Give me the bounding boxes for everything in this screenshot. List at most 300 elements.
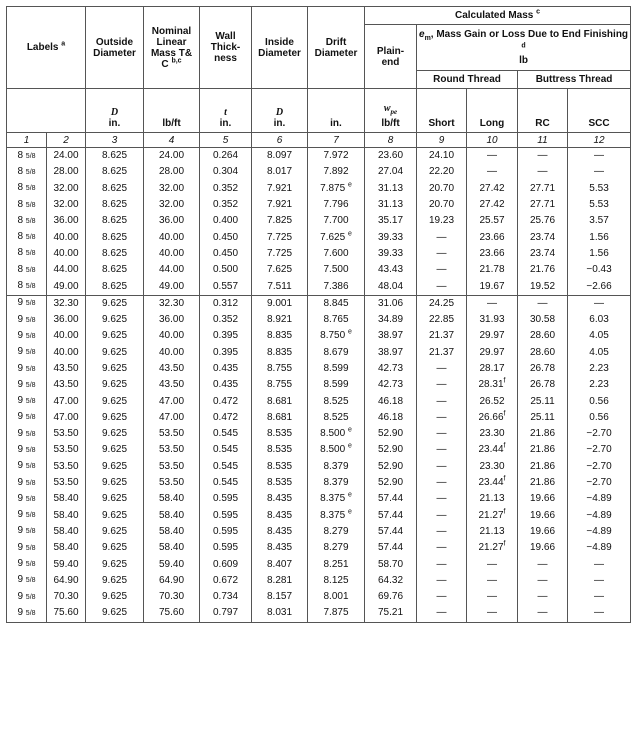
outside-diameter-cell: 8.625: [86, 229, 144, 245]
table-row: [7, 213, 631, 229]
buttress-scc-cell: −4.89: [568, 491, 631, 507]
round-long-cell: 28.17: [467, 361, 518, 377]
buttress-rc-cell: 21.86: [518, 442, 568, 458]
plain-end-mass-cell: 52.90: [365, 459, 417, 475]
buttress-scc-cell: 3.57: [568, 213, 631, 229]
round-short-cell: 22.20: [417, 164, 467, 180]
drift-diameter-cell: 8.251: [308, 556, 365, 572]
drift-diameter-cell: 8.375 $^e$: [308, 508, 365, 524]
outside-diameter-cell: 8.625: [86, 278, 144, 295]
buttress-scc-cell: 4.05: [568, 328, 631, 344]
buttress-rc-cell: 30.58: [518, 312, 568, 328]
label-size-cell: 9 5/8: [7, 475, 47, 491]
round-short-cell: 19.23: [417, 213, 467, 229]
plain-end-mass-cell: 52.90: [365, 426, 417, 442]
outside-diameter-cell: 9.625: [86, 328, 144, 344]
wall-thickness-cell: 0.595: [200, 491, 252, 507]
table-row: [7, 197, 631, 213]
round-long-cell: —: [467, 164, 518, 180]
nominal-mass-cell: 47.00: [144, 393, 200, 409]
nominal-mass-cell: 53.50: [144, 426, 200, 442]
wall-thickness-cell: 0.545: [200, 442, 252, 458]
plain-end-mass-cell: 57.44: [365, 540, 417, 556]
table-row: [7, 361, 631, 377]
label-weight-cell: 36.00: [47, 213, 86, 229]
wall-thickness-cell: 0.395: [200, 345, 252, 361]
drift-diameter-cell: 8.001: [308, 589, 365, 605]
nominal-mass-cell: 58.40: [144, 508, 200, 524]
wall-thickness-cell: 0.312: [200, 295, 252, 312]
inside-diameter-cell: 8.535: [252, 426, 308, 442]
outside-diameter-cell: 9.625: [86, 573, 144, 589]
round-short-cell: —: [417, 442, 467, 458]
nominal-mass-cell: 70.30: [144, 589, 200, 605]
nominal-mass-cell: 40.00: [144, 246, 200, 262]
label-size-cell: 9 5/8: [7, 556, 47, 572]
label-size-cell: 9 5/8: [7, 508, 47, 524]
round-long-cell: 21.27$^f$: [467, 508, 518, 524]
nominal-mass-cell: 53.50: [144, 459, 200, 475]
inside-diameter-cell: 8.535: [252, 475, 308, 491]
round-long-cell: 23.66: [467, 229, 518, 245]
outside-diameter-cell: 9.625: [86, 410, 144, 426]
buttress-rc-cell: 26.78: [518, 377, 568, 393]
buttress-rc-cell: 23.74: [518, 246, 568, 262]
round-long-cell: —: [467, 589, 518, 605]
wall-thickness-cell: 0.450: [200, 229, 252, 245]
buttress-scc-cell: −4.89: [568, 540, 631, 556]
plain-end-mass-cell: 31.06: [365, 295, 417, 312]
wall-thickness-cell: 0.472: [200, 393, 252, 409]
outside-unit-cell: D in.: [86, 89, 144, 133]
outside-diameter-cell: 9.625: [86, 377, 144, 393]
units-row: [7, 89, 631, 133]
buttress-rc-cell: 19.66: [518, 524, 568, 540]
buttress-scc-cell: 4.05: [568, 345, 631, 361]
table-row: [7, 278, 631, 295]
round-short-cell: —: [417, 605, 467, 622]
inside-diameter-cell: 7.825: [252, 213, 308, 229]
buttress-rc-cell: —: [518, 148, 568, 165]
outside-diameter-cell: 9.625: [86, 540, 144, 556]
label-weight-cell: 40.00: [47, 246, 86, 262]
drift-diameter-cell: 8.279: [308, 540, 365, 556]
drift-diameter-cell: 7.625 $^e$: [308, 229, 365, 245]
buttress-scc-cell: —: [568, 148, 631, 165]
column-number: 12: [568, 133, 631, 148]
label-size-cell: 9 5/8: [7, 540, 47, 556]
drift-diameter-cell: 8.279: [308, 524, 365, 540]
drift-diameter-cell: 7.892: [308, 164, 365, 180]
table-row: [7, 540, 631, 556]
buttress-rc-cell: —: [518, 164, 568, 180]
round-short-cell: —: [417, 361, 467, 377]
plain-end-mass-cell: 39.33: [365, 246, 417, 262]
label-size-cell: 9 5/8: [7, 491, 47, 507]
wall-thickness-header: Wall Thick- ness: [200, 7, 252, 89]
column-number: 8: [365, 133, 417, 148]
round-long-cell: 23.44$^f$: [467, 442, 518, 458]
label-weight-cell: 75.60: [47, 605, 86, 622]
buttress-scc-cell: —: [568, 573, 631, 589]
outside-diameter-cell: 8.625: [86, 262, 144, 278]
buttress-scc-cell: 6.03: [568, 312, 631, 328]
round-short-cell: —: [417, 426, 467, 442]
round-long-cell: —: [467, 573, 518, 589]
calculated-mass-header: Calculated Mass $^c$: [365, 7, 631, 25]
round-long-cell: 19.67: [467, 278, 518, 295]
nominal-mass-cell: 47.00: [144, 410, 200, 426]
mass-unit-cell: lb/ft: [144, 89, 200, 133]
group-9-5-8: [7, 295, 631, 622]
table-row: [7, 573, 631, 589]
labels-header: Labels $^a$: [7, 7, 86, 89]
table-row: [7, 556, 631, 572]
inside-diameter-cell: 8.097: [252, 148, 308, 165]
round-short-cell: 21.37: [417, 328, 467, 344]
buttress-scc-cell: 2.23: [568, 377, 631, 393]
buttress-rc-cell: —: [518, 573, 568, 589]
nominal-mass-cell: 64.90: [144, 573, 200, 589]
inside-diameter-cell: 8.407: [252, 556, 308, 572]
label-weight-cell: 40.00: [47, 229, 86, 245]
column-number: 1: [7, 133, 47, 148]
wall-thickness-cell: 0.435: [200, 377, 252, 393]
round-short-cell: —: [417, 475, 467, 491]
buttress-scc-cell: −2.66: [568, 278, 631, 295]
inside-diameter-cell: 8.535: [252, 459, 308, 475]
plain-end-mass-cell: 31.13: [365, 181, 417, 197]
label-weight-cell: 53.50: [47, 426, 86, 442]
round-long-cell: —: [467, 295, 518, 312]
buttress-thread-header: Buttress Thread: [518, 71, 631, 89]
column-number: 4: [144, 133, 200, 148]
drift-diameter-cell: 7.875 $^e$: [308, 181, 365, 197]
wall-thickness-cell: 0.395: [200, 328, 252, 344]
wall-thickness-cell: 0.500: [200, 262, 252, 278]
drift-diameter-cell: 7.700: [308, 213, 365, 229]
round-long-cell: 28.31$^f$: [467, 377, 518, 393]
round-long-cell: 26.66$^f$: [467, 410, 518, 426]
outside-diameter-cell: 8.625: [86, 181, 144, 197]
inside-unit-cell: D in.: [252, 89, 308, 133]
label-weight-cell: 59.40: [47, 556, 86, 572]
round-long-cell: 21.27$^f$: [467, 540, 518, 556]
table-row: [7, 524, 631, 540]
buttress-scc-cell: 2.23: [568, 361, 631, 377]
buttress-rc-cell: 21.86: [518, 459, 568, 475]
nominal-mass-cell: 75.60: [144, 605, 200, 622]
round-short-cell: —: [417, 246, 467, 262]
round-long-cell: 21.13: [467, 524, 518, 540]
column-numbers-row: [7, 133, 631, 148]
wall-thickness-cell: 0.609: [200, 556, 252, 572]
drift-diameter-cell: 7.875: [308, 605, 365, 622]
label-weight-cell: 58.40: [47, 540, 86, 556]
buttress-rc-cell: 28.60: [518, 345, 568, 361]
buttress-scc-cell: −2.70: [568, 426, 631, 442]
label-weight-cell: 28.00: [47, 164, 86, 180]
outside-diameter-cell: 9.625: [86, 295, 144, 312]
inside-diameter-cell: 7.921: [252, 197, 308, 213]
wall-thickness-cell: 0.672: [200, 573, 252, 589]
plain-end-mass-cell: 46.18: [365, 393, 417, 409]
buttress-rc-cell: 19.52: [518, 278, 568, 295]
label-size-cell: 8 5/8: [7, 197, 47, 213]
inside-diameter-cell: 8.435: [252, 524, 308, 540]
round-short-cell: 21.37: [417, 345, 467, 361]
inside-diameter-cell: 8.535: [252, 442, 308, 458]
label-size-cell: 9 5/8: [7, 459, 47, 475]
scc-header: SCC: [568, 89, 631, 133]
inside-diameter-cell: 8.435: [252, 491, 308, 507]
drift-diameter-cell: 8.750 $^e$: [308, 328, 365, 344]
mass-gain-header: $e_m$, Mass Gain or Loss Due to End Finishing $^d$ lb: [417, 25, 631, 71]
long-header: Long: [467, 89, 518, 133]
round-long-cell: 26.52: [467, 393, 518, 409]
round-short-cell: —: [417, 573, 467, 589]
inside-diameter-cell: 8.921: [252, 312, 308, 328]
table-row: [7, 229, 631, 245]
table-row: [7, 508, 631, 524]
drift-diameter-cell: 7.972: [308, 148, 365, 165]
table-row: [7, 164, 631, 180]
column-number: 7: [308, 133, 365, 148]
plain-end-mass-cell: 38.97: [365, 345, 417, 361]
label-size-cell: 8 5/8: [7, 181, 47, 197]
wall-thickness-cell: 0.352: [200, 197, 252, 213]
label-size-cell: 9 5/8: [7, 589, 47, 605]
wall-thickness-cell: 0.557: [200, 278, 252, 295]
plain-end-mass-cell: 48.04: [365, 278, 417, 295]
wall-thickness-cell: 0.472: [200, 410, 252, 426]
label-size-cell: 8 5/8: [7, 213, 47, 229]
buttress-scc-cell: 1.56: [568, 229, 631, 245]
column-number: 6: [252, 133, 308, 148]
plain-end-mass-cell: 75.21: [365, 605, 417, 622]
label-size-cell: 9 5/8: [7, 295, 47, 312]
outside-diameter-cell: 9.625: [86, 393, 144, 409]
round-long-cell: 31.93: [467, 312, 518, 328]
label-weight-cell: 47.00: [47, 393, 86, 409]
round-short-cell: 24.10: [417, 148, 467, 165]
label-weight-cell: 36.00: [47, 312, 86, 328]
plain-end-mass-cell: 52.90: [365, 442, 417, 458]
outside-diameter-cell: 9.625: [86, 475, 144, 491]
round-short-cell: —: [417, 393, 467, 409]
label-weight-cell: 47.00: [47, 410, 86, 426]
inside-diameter-cell: 8.017: [252, 164, 308, 180]
label-size-cell: 9 5/8: [7, 426, 47, 442]
buttress-scc-cell: −0.43: [568, 262, 631, 278]
label-size-cell: 8 5/8: [7, 164, 47, 180]
inside-diameter-cell: 8.435: [252, 540, 308, 556]
buttress-rc-cell: 27.71: [518, 181, 568, 197]
wall-thickness-cell: 0.304: [200, 164, 252, 180]
table-row: [7, 426, 631, 442]
table-row: [7, 181, 631, 197]
plain-end-mass-cell: 57.44: [365, 491, 417, 507]
wall-unit-cell: t in.: [200, 89, 252, 133]
buttress-scc-cell: 5.53: [568, 181, 631, 197]
round-long-cell: 27.42: [467, 181, 518, 197]
nominal-mass-cell: 32.30: [144, 295, 200, 312]
round-long-cell: 21.13: [467, 491, 518, 507]
label-weight-cell: 44.00: [47, 262, 86, 278]
labels-unit-cell: [7, 89, 86, 133]
buttress-rc-cell: —: [518, 295, 568, 312]
label-weight-cell: 58.40: [47, 508, 86, 524]
inside-diameter-cell: 7.921: [252, 181, 308, 197]
round-short-cell: 24.25: [417, 295, 467, 312]
label-weight-cell: 43.50: [47, 377, 86, 393]
column-number: 2: [47, 133, 86, 148]
drift-diameter-cell: 8.599: [308, 361, 365, 377]
round-short-cell: —: [417, 410, 467, 426]
inside-diameter-cell: 8.157: [252, 589, 308, 605]
table-row: [7, 262, 631, 278]
label-size-cell: 8 5/8: [7, 278, 47, 295]
buttress-rc-cell: 19.66: [518, 491, 568, 507]
wall-thickness-cell: 0.352: [200, 312, 252, 328]
table-row: [7, 442, 631, 458]
drift-diameter-cell: 8.379: [308, 475, 365, 491]
wall-thickness-cell: 0.595: [200, 524, 252, 540]
buttress-rc-cell: 19.66: [518, 508, 568, 524]
wall-thickness-cell: 0.264: [200, 148, 252, 165]
column-number: 11: [518, 133, 568, 148]
nominal-mass-cell: 58.40: [144, 540, 200, 556]
plain-end-mass-cell: 27.04: [365, 164, 417, 180]
plain-end-mass-cell: 35.17: [365, 213, 417, 229]
outside-diameter-cell: 9.625: [86, 361, 144, 377]
outside-diameter-cell: 8.625: [86, 148, 144, 165]
table-row: [7, 475, 631, 491]
inside-diameter-header: Inside Diameter: [252, 7, 308, 89]
nominal-linear-mass-header: Nominal Linear Mass T& C $^{b,c}$: [144, 7, 200, 89]
label-weight-cell: 58.40: [47, 491, 86, 507]
plain-end-mass-cell: 23.60: [365, 148, 417, 165]
inside-diameter-cell: 8.835: [252, 328, 308, 344]
buttress-rc-cell: 21.86: [518, 475, 568, 491]
drift-diameter-cell: 7.600: [308, 246, 365, 262]
buttress-scc-cell: —: [568, 605, 631, 622]
label-size-cell: 8 5/8: [7, 246, 47, 262]
round-long-cell: 25.57: [467, 213, 518, 229]
buttress-rc-cell: —: [518, 589, 568, 605]
nominal-mass-cell: 36.00: [144, 213, 200, 229]
drift-diameter-cell: 8.500 $^e$: [308, 426, 365, 442]
round-long-cell: 23.30: [467, 459, 518, 475]
outside-diameter-cell: 9.625: [86, 605, 144, 622]
wall-thickness-cell: 0.435: [200, 361, 252, 377]
buttress-rc-cell: 25.11: [518, 410, 568, 426]
inside-diameter-cell: 8.835: [252, 345, 308, 361]
round-short-cell: —: [417, 262, 467, 278]
label-size-cell: 9 5/8: [7, 393, 47, 409]
plain-end-mass-cell: 64.32: [365, 573, 417, 589]
nominal-mass-cell: 53.50: [144, 475, 200, 491]
label-size-cell: 9 5/8: [7, 605, 47, 622]
round-long-cell: —: [467, 556, 518, 572]
drift-diameter-cell: 8.765: [308, 312, 365, 328]
round-long-cell: 23.66: [467, 246, 518, 262]
round-short-cell: —: [417, 524, 467, 540]
drift-diameter-cell: 7.796: [308, 197, 365, 213]
table-row: [7, 328, 631, 344]
inside-diameter-cell: 8.281: [252, 573, 308, 589]
outside-diameter-cell: 9.625: [86, 524, 144, 540]
buttress-scc-cell: 0.56: [568, 410, 631, 426]
nominal-mass-cell: 40.00: [144, 328, 200, 344]
round-long-cell: 23.30: [467, 426, 518, 442]
nominal-mass-cell: 28.00: [144, 164, 200, 180]
buttress-scc-cell: 1.56: [568, 246, 631, 262]
buttress-scc-cell: −2.70: [568, 459, 631, 475]
outside-diameter-cell: 9.625: [86, 312, 144, 328]
label-size-cell: 9 5/8: [7, 410, 47, 426]
wall-thickness-cell: 0.797: [200, 605, 252, 622]
label-size-cell: 9 5/8: [7, 524, 47, 540]
label-weight-cell: 58.40: [47, 524, 86, 540]
inside-diameter-cell: 8.681: [252, 393, 308, 409]
label-size-cell: 9 5/8: [7, 442, 47, 458]
outside-diameter-cell: 9.625: [86, 426, 144, 442]
nominal-mass-cell: 44.00: [144, 262, 200, 278]
drift-diameter-cell: 7.386: [308, 278, 365, 295]
outside-diameter-cell: 9.625: [86, 491, 144, 507]
inside-diameter-cell: 8.755: [252, 377, 308, 393]
buttress-scc-cell: 5.53: [568, 197, 631, 213]
inside-diameter-cell: 7.625: [252, 262, 308, 278]
label-weight-cell: 32.00: [47, 181, 86, 197]
buttress-rc-cell: 27.71: [518, 197, 568, 213]
label-size-cell: 8 5/8: [7, 229, 47, 245]
table-row: [7, 377, 631, 393]
buttress-scc-cell: −4.89: [568, 508, 631, 524]
nominal-mass-cell: 43.50: [144, 361, 200, 377]
plain-end-mass-cell: 31.13: [365, 197, 417, 213]
outside-diameter-cell: 8.625: [86, 197, 144, 213]
round-long-cell: 21.78: [467, 262, 518, 278]
table-row: [7, 605, 631, 622]
buttress-rc-cell: 21.76: [518, 262, 568, 278]
table-row: [7, 410, 631, 426]
table-row: [7, 491, 631, 507]
label-weight-cell: 40.00: [47, 328, 86, 344]
buttress-scc-cell: —: [568, 164, 631, 180]
plain-end-mass-cell: 39.33: [365, 229, 417, 245]
inside-diameter-cell: 9.001: [252, 295, 308, 312]
buttress-rc-cell: 21.86: [518, 426, 568, 442]
buttress-rc-cell: —: [518, 556, 568, 572]
buttress-scc-cell: —: [568, 589, 631, 605]
table-row: [7, 148, 631, 165]
outside-diameter-cell: 8.625: [86, 246, 144, 262]
nominal-mass-cell: 24.00: [144, 148, 200, 165]
buttress-scc-cell: —: [568, 295, 631, 312]
round-long-cell: 29.97: [467, 328, 518, 344]
round-long-cell: 27.42: [467, 197, 518, 213]
drift-diameter-cell: 7.500: [308, 262, 365, 278]
outside-diameter-cell: 9.625: [86, 345, 144, 361]
label-weight-cell: 43.50: [47, 361, 86, 377]
inside-diameter-cell: 8.681: [252, 410, 308, 426]
round-short-cell: —: [417, 229, 467, 245]
round-short-cell: 20.70: [417, 181, 467, 197]
table-row: [7, 393, 631, 409]
buttress-rc-cell: —: [518, 605, 568, 622]
